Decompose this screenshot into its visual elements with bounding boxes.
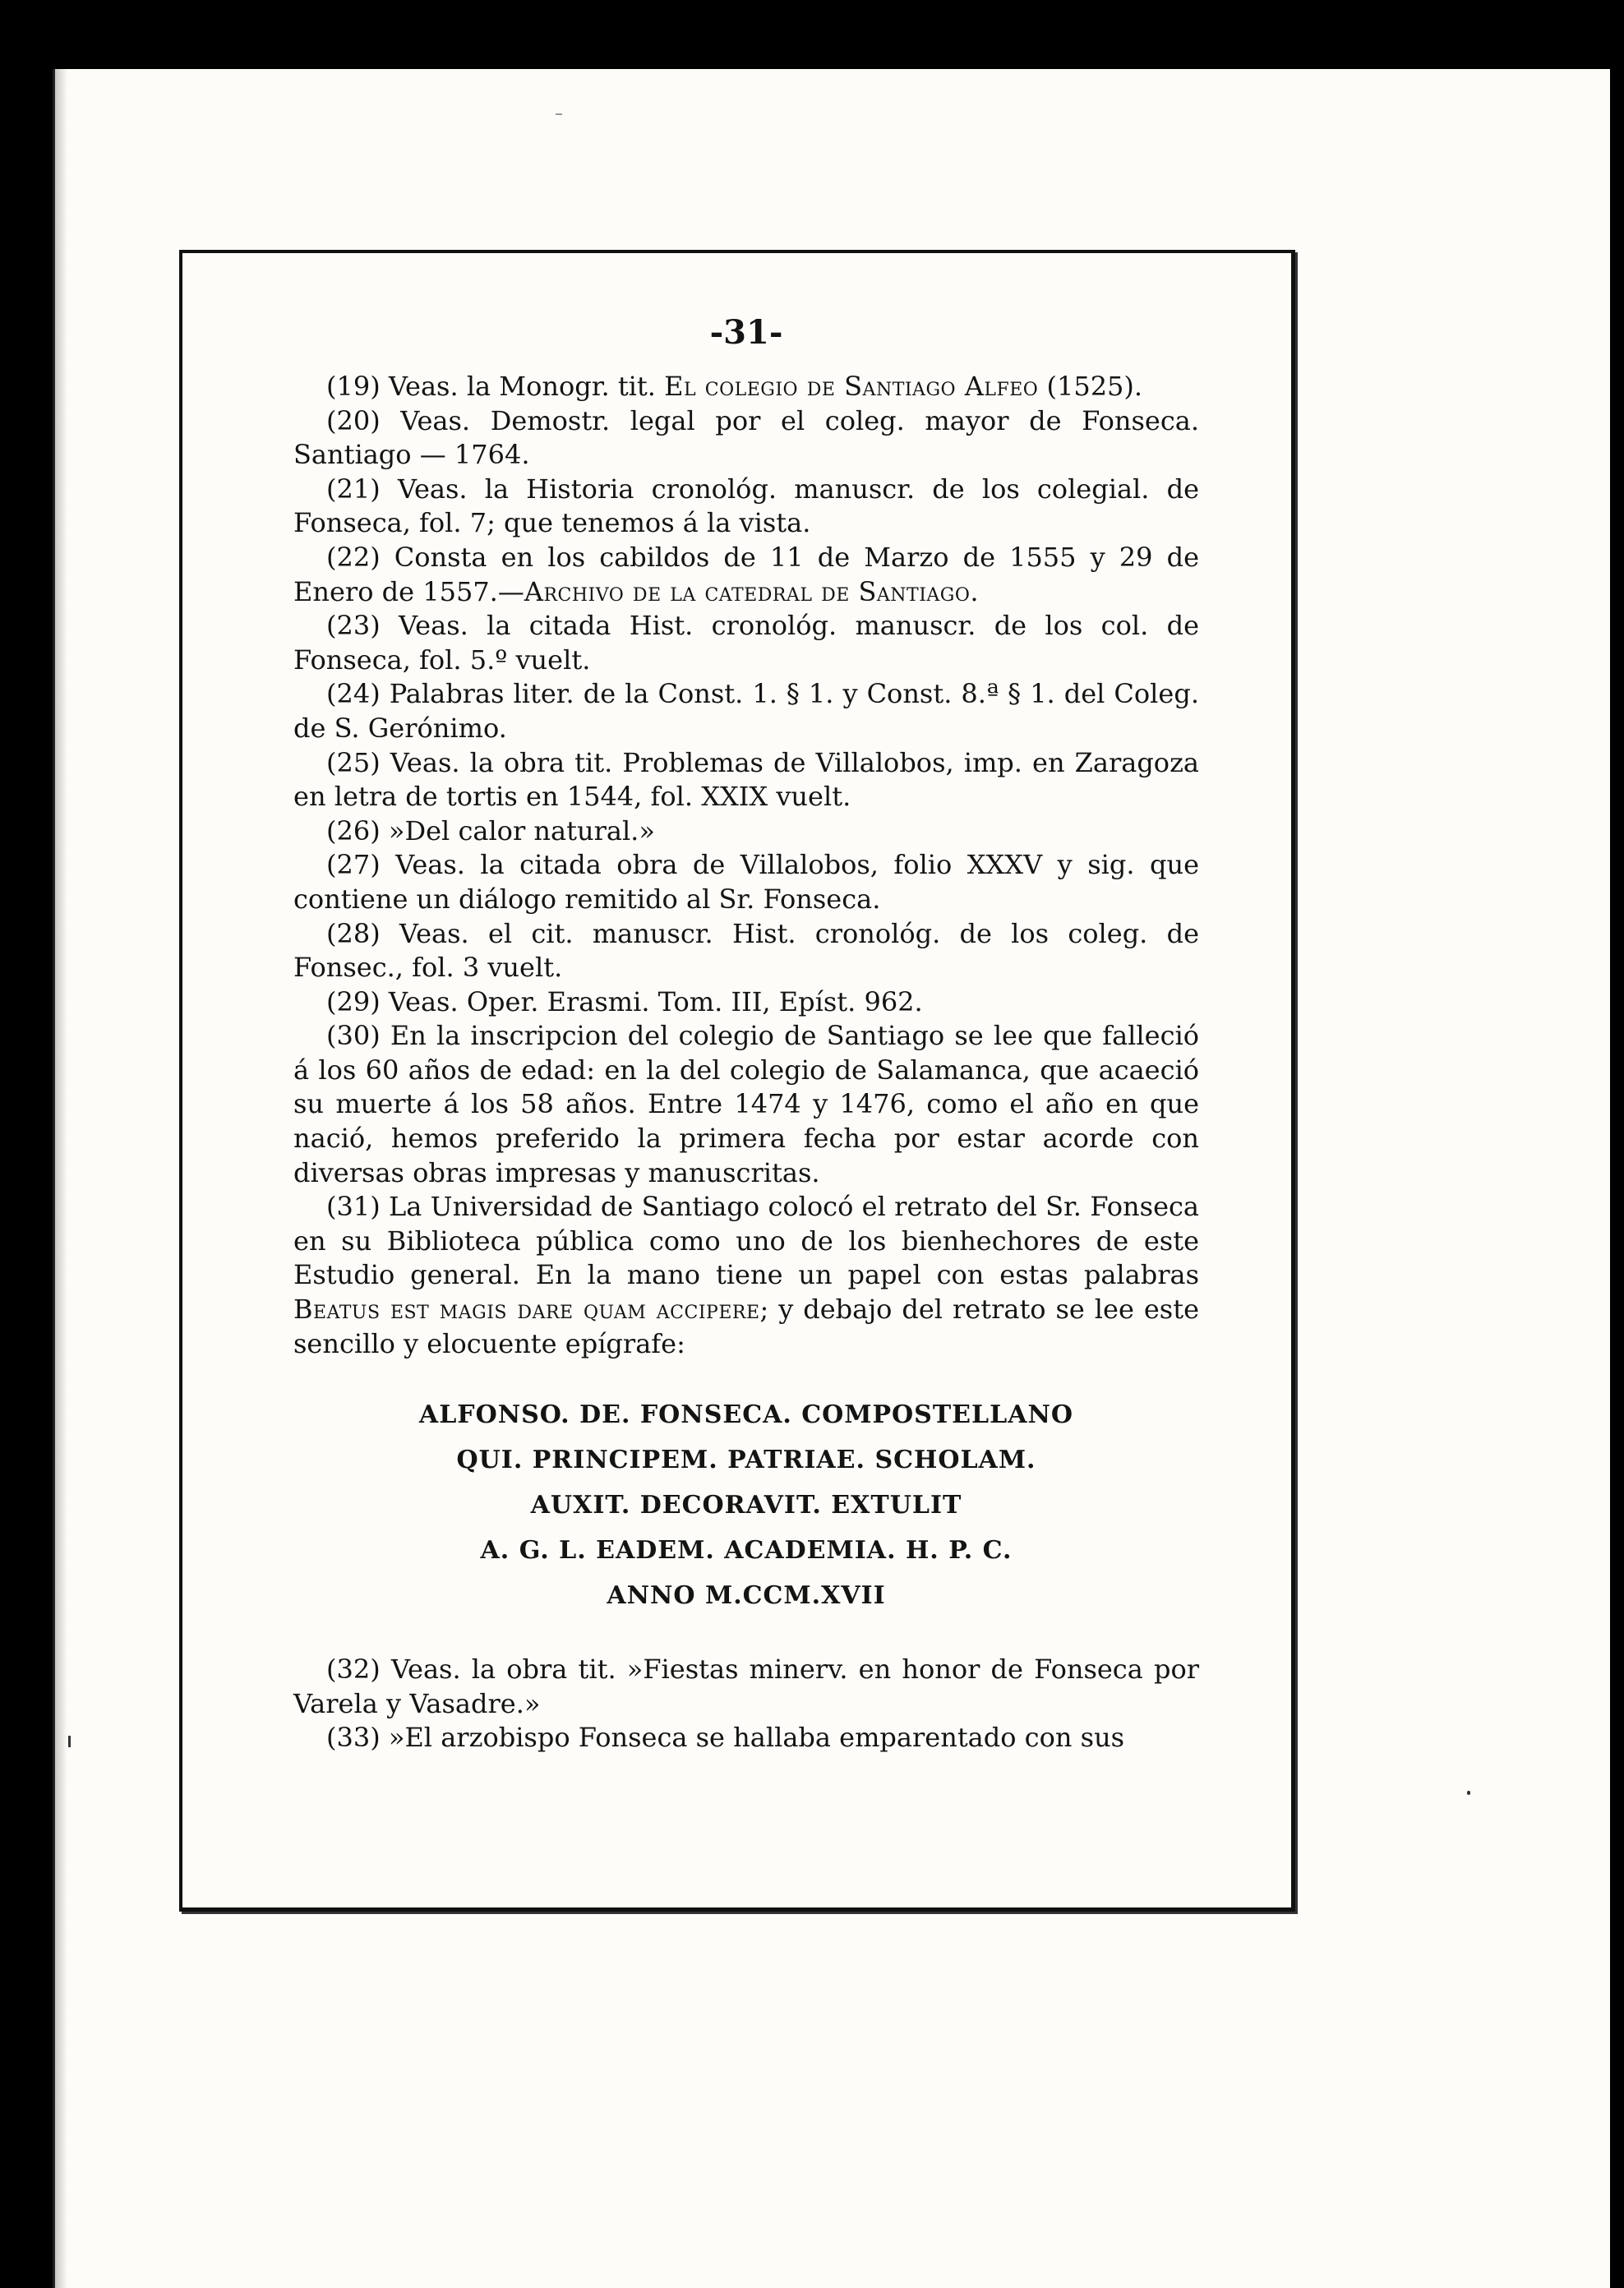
ink-speck: [1467, 1791, 1470, 1795]
footnote-text: Veas. Oper. Erasmi. Tom. III, Epíst. 962.: [380, 985, 923, 1017]
footnote-smallcaps-text: El colegio de Santiago Alfeo: [664, 371, 1039, 402]
binding-shadow: [53, 69, 67, 2288]
epigraph-inscription: [293, 1392, 1199, 1618]
footnote-text: Palabras liter. de la Const. 1. § 1. y Const. 8.ª § 1. del Coleg. de S. Gerónimo.: [293, 678, 1199, 744]
ink-speck: [556, 113, 562, 115]
epigraph-line: ALFONSO. DE. FONSECA. COMPOSTELLANO: [418, 1400, 1074, 1430]
footnote-smallcaps-text: Beatus est magis dare quam accipere: [293, 1294, 760, 1326]
footnote-number: (22): [326, 541, 381, 573]
footnotes-list: [293, 370, 1199, 1361]
footnote-text: Veas. la citada obra de Villalobos, folio XXXV y sig. que contiene un diálogo remitido al Sr. Fonseca.: [293, 849, 1199, 915]
footnote-text: »Del calor natural.»: [380, 814, 655, 846]
footnotes-list-continued: [293, 1653, 1199, 1755]
footnote-text: En la inscripcion del colegio de Santiago se lee que falleció á los 60 años de edad: en la del colegio de Salamanca, que acaeció su muerte á los 58 años. Entre 1474 y 1476, como el año en que nació, hemos preferido la primera fecha por estar acorde con diversas obras impresas y manuscritas.: [293, 1020, 1199, 1188]
footnote-number: (24): [326, 678, 381, 710]
page-text: [293, 296, 1199, 1755]
footnote: [293, 1721, 1199, 1755]
footnote-number: (31): [326, 1191, 381, 1223]
footnote-number: (27): [326, 849, 381, 881]
footnote: [293, 985, 1199, 1020]
ink-speck: [68, 1736, 71, 1747]
epigraph-line: QUI. PRINCIPEM. PATRIAE. SCHOLAM.: [456, 1446, 1036, 1475]
footnote-text: Veas. la obra tit. Problemas de Villalobos, imp. en Zaragoza en letra de tortis en 1544, fol. XXIX vuelt.: [293, 746, 1199, 813]
footnote-text: Consta en los cabildos de 11 de Marzo de 1555 y 29 de Enero de 1557.—: [293, 541, 1199, 607]
epigraph-line: ANNO M.CCM.XVII: [607, 1581, 886, 1611]
footnote-text: Veas. la Historia cronológ. manuscr. de los colegial. de Fonseca, fol. 7; que tenemos á la vista.: [293, 473, 1199, 539]
footnote-text: Veas. el cit. manuscr. Hist. cronológ. de los coleg. de Fonsec., fol. 3 vuelt.: [293, 917, 1199, 984]
footnote-number: (26): [326, 814, 381, 846]
footnote-smallcaps-text: Archivo de la catedral de Santiago.: [524, 575, 980, 607]
footnote: [293, 1653, 1199, 1721]
footnote: [293, 1190, 1199, 1361]
footnote-text: Veas. la obra tit. »Fiestas minerv. en honor de Fonseca por Varela y Vasadre.»: [293, 1654, 1199, 1719]
footnote-number: (32): [326, 1654, 381, 1686]
footnote-text: ; y debajo del retrato se lee este sencillo y elocuente epígrafe:: [293, 1294, 1200, 1359]
footnote: [293, 404, 1199, 473]
footnote-number: (29): [326, 985, 381, 1017]
footnote-text: (1525).: [1038, 371, 1143, 402]
footnote: [293, 746, 1199, 814]
footnote-number: (25): [326, 746, 381, 778]
footnote: [293, 541, 1199, 609]
footnote: [293, 917, 1199, 985]
footnote-number: (20): [326, 404, 381, 436]
footnote-text: »El arzobispo Fonseca se hallaba emparentado con sus: [380, 1722, 1125, 1754]
epigraph-line: A. G. L. EADEM. ACADEMIA. H. P. C.: [480, 1536, 1013, 1566]
footnote-number: (19): [326, 371, 381, 402]
footnote-number: (33): [326, 1722, 381, 1754]
footnote-text: Veas. Demostr. legal por el coleg. mayor de Fonseca. Santiago — 1764.: [293, 404, 1199, 471]
footnote: [293, 370, 1199, 404]
footnote-text: Veas. la Monogr. tit.: [380, 371, 665, 402]
page-number: -31-: [709, 313, 783, 352]
footnote-number: (21): [326, 473, 381, 505]
footnote-text: Veas. la citada Hist. cronológ. manuscr. de los col. de Fonseca, fol. 5.º vuelt.: [293, 610, 1199, 676]
epigraph-line: AUXIT. DECORAVIT. EXTULIT: [530, 1491, 962, 1520]
footnote: [293, 473, 1199, 541]
footnote-number: (28): [326, 917, 381, 949]
footnote: [293, 677, 1199, 745]
footnote: [293, 814, 1199, 849]
footnote: [293, 848, 1199, 916]
footnote-number: (30): [326, 1020, 381, 1052]
footnote: [293, 609, 1199, 677]
footnote-number: (23): [326, 610, 381, 642]
footnote: [293, 1019, 1199, 1190]
footnote-text: La Universidad de Santiago colocó el retrato del Sr. Fonseca en su Biblioteca pública como uno de los bienhechores de este Estudio general. En la mano tiene un papel con estas palabras: [293, 1191, 1199, 1291]
